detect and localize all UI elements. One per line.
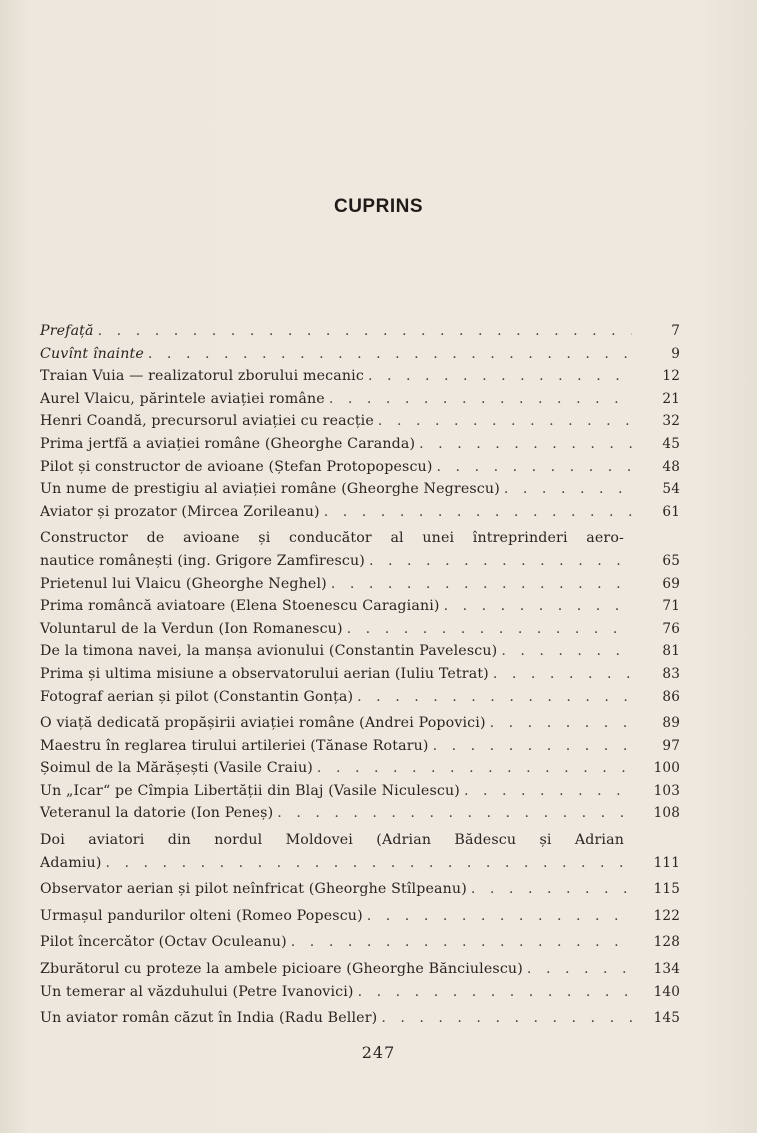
toc-entry-page: 45	[662, 435, 680, 452]
toc-entry-title: Pilot încercător (Octav Oculeanu)	[40, 934, 287, 951]
dot-leader	[106, 852, 633, 875]
toc-entry	[40, 433, 680, 456]
dot-leader	[493, 663, 632, 686]
page-number: 247	[361, 1043, 396, 1062]
dot-leader	[358, 981, 632, 1004]
dot-leader	[444, 595, 632, 618]
toc-entry-page: 111	[653, 854, 680, 871]
dot-leader	[490, 712, 632, 735]
toc-entry-title: Urmașul pandurilor olteni (Romeo Popescu)	[40, 907, 363, 924]
dot-leader	[381, 1007, 632, 1030]
toc-entry-title: Un aviator român căzut în India (Radu Beller)	[40, 1010, 378, 1027]
dot-leader	[369, 550, 632, 573]
toc-entry-title: Un „Icar“ pe Cîmpia Libertății din Blaj (Vasile Niculescu)	[40, 782, 460, 799]
dot-leader	[317, 757, 632, 780]
toc-entry	[40, 757, 680, 780]
toc-entry-title: Adamiu)	[40, 854, 102, 871]
toc-entry-title: Prietenul lui Vlaicu (Gheorghe Neghel)	[40, 575, 327, 592]
toc-entry-page: 140	[653, 983, 680, 1000]
toc-entry-page: 103	[653, 782, 680, 799]
toc-entry-page: 100	[653, 760, 680, 777]
toc-entry-page: 21	[662, 390, 680, 407]
toc-entry-page: 32	[662, 413, 680, 430]
dot-leader	[291, 931, 632, 954]
toc-entry	[40, 663, 680, 686]
toc-entry-page: 89	[662, 715, 680, 732]
toc-entry	[40, 878, 680, 901]
toc-entry-title: Aurel Vlaicu, părintele aviației române	[40, 390, 325, 407]
dot-leader	[367, 905, 632, 928]
toc-entry-title: Prima jertfă a aviației române (Gheorghe Caranda)	[40, 435, 416, 452]
toc-entry	[40, 735, 680, 758]
toc-entry-page: 61	[662, 503, 680, 520]
dot-leader	[419, 433, 632, 456]
toc-entry	[40, 365, 680, 388]
dot-leader	[471, 878, 632, 901]
toc-entry-title: Cuvînt înainte	[40, 345, 144, 362]
toc-entry	[40, 829, 680, 874]
toc-entry	[40, 618, 680, 641]
page-title: CUPRINS	[333, 196, 423, 217]
dot-leader	[433, 735, 632, 758]
toc-entry-page: 54	[662, 481, 680, 498]
dot-leader	[324, 501, 632, 524]
toc-entry-page: 134	[653, 961, 680, 978]
toc-entry-title: Henri Coandă, precursorul aviației cu reacție	[40, 413, 374, 430]
toc-entry	[40, 905, 680, 928]
dot-leader	[329, 388, 632, 411]
toc-entry	[40, 640, 680, 663]
toc-entry-title: Aviator și prozator (Mircea Zorileanu)	[40, 503, 320, 520]
dot-leader	[98, 320, 632, 343]
toc-entry-title: Voluntarul de la Verdun (Ion Romanescu)	[40, 620, 343, 637]
toc-entry-title: Prima româncă aviatoare (Elena Stoenescu Caragiani)	[40, 598, 440, 615]
toc-entry-page: 115	[653, 881, 680, 898]
dot-leader	[464, 780, 632, 803]
dot-leader	[504, 478, 632, 501]
toc-entry-page: 81	[662, 643, 680, 660]
toc-entry-title: Un temerar al văzduhului (Petre Ivanovici)	[40, 983, 354, 1000]
toc-entry-page: 71	[662, 598, 680, 615]
toc-entry-title: Observator aerian și pilot neînfricat (Gheorghe Stîlpeanu)	[40, 881, 467, 898]
toc-entry-page: 122	[653, 907, 680, 924]
dot-leader	[347, 618, 632, 641]
dot-leader	[357, 686, 632, 709]
toc-entry-title: Traian Vuia — realizatorul zborului mecanic	[40, 368, 364, 385]
toc-entry-title: Un nume de prestigiu al aviației române (Gheorghe Negrescu)	[40, 481, 500, 498]
toc-entry	[40, 1007, 680, 1030]
toc-entry	[40, 410, 680, 433]
toc-entry-title: Prima și ultima misiune a observatorului aerian (Iuliu Tetrat)	[40, 665, 489, 682]
toc-entry-title: Prefață	[40, 323, 94, 339]
toc-entry	[40, 958, 680, 981]
toc-entry	[40, 388, 680, 411]
toc-entry	[40, 595, 680, 618]
dot-leader	[437, 456, 632, 479]
dot-leader	[148, 343, 632, 366]
toc-entry	[40, 981, 680, 1004]
toc-entry	[40, 320, 680, 343]
dot-leader	[378, 410, 632, 433]
toc-entry-page: 76	[662, 620, 680, 637]
toc-entry	[40, 573, 680, 596]
toc-entry-page: 12	[662, 368, 680, 385]
toc-entry-title: Șoimul de la Mărășești (Vasile Craiu)	[40, 760, 313, 777]
toc-entry-title-line1: Doi aviatori din nordul Moldovei (Adrian Bădescu și Adrian	[40, 832, 624, 849]
toc-entry-page: 9	[671, 345, 680, 362]
toc-entry-page: 145	[653, 1010, 680, 1027]
toc-entry	[40, 343, 680, 366]
toc-entry	[40, 478, 680, 501]
toc-entry-title: nautice românești (ing. Grigore Zamfirescu)	[40, 552, 365, 569]
toc-entry-page: 65	[662, 552, 680, 569]
dot-leader	[331, 573, 632, 596]
table-of-contents	[40, 320, 680, 1030]
dot-leader	[501, 640, 632, 663]
toc-entry-title: Zburătorul cu proteze la ambele picioare (Gheorghe Bănciulescu)	[40, 961, 523, 978]
toc-entry-title: De la timona navei, la manșa avionului (Constantin Pavelescu)	[40, 643, 498, 660]
toc-entry-page: 86	[662, 688, 680, 705]
toc-entry-page: 69	[662, 575, 680, 592]
toc-entry-title: O viață dedicată propășirii aviației române (Andrei Popovici)	[40, 715, 486, 732]
toc-entry	[40, 712, 680, 735]
toc-entry-page: 108	[653, 805, 680, 822]
toc-entry-page: 97	[662, 737, 680, 754]
toc-entry	[40, 686, 680, 709]
toc-entry	[40, 802, 680, 825]
toc-entry-page: 83	[662, 665, 680, 682]
toc-entry-title-line1: Constructor de avioane și conducător al unei întreprinderi aero-	[40, 530, 624, 547]
dot-leader	[527, 958, 632, 981]
toc-entry-title: Veteranul la datorie (Ion Peneș)	[40, 805, 274, 822]
toc-entry-page: 128	[653, 934, 680, 951]
toc-entry	[40, 456, 680, 479]
toc-entry-title: Maestru în reglarea tirului artileriei (Tănase Rotaru)	[40, 737, 429, 754]
toc-entry-title: Fotograf aerian și pilot (Constantin Gonța)	[40, 688, 354, 705]
dot-leader	[368, 365, 632, 388]
toc-entry	[40, 527, 680, 572]
dot-leader	[277, 802, 632, 825]
toc-entry	[40, 780, 680, 803]
toc-entry	[40, 931, 680, 954]
toc-entry-page: 7	[671, 323, 680, 339]
toc-entry-title: Pilot și constructor de avioane (Ștefan Protopopescu)	[40, 458, 433, 475]
toc-entry-page: 48	[662, 458, 680, 475]
toc-entry	[40, 501, 680, 524]
